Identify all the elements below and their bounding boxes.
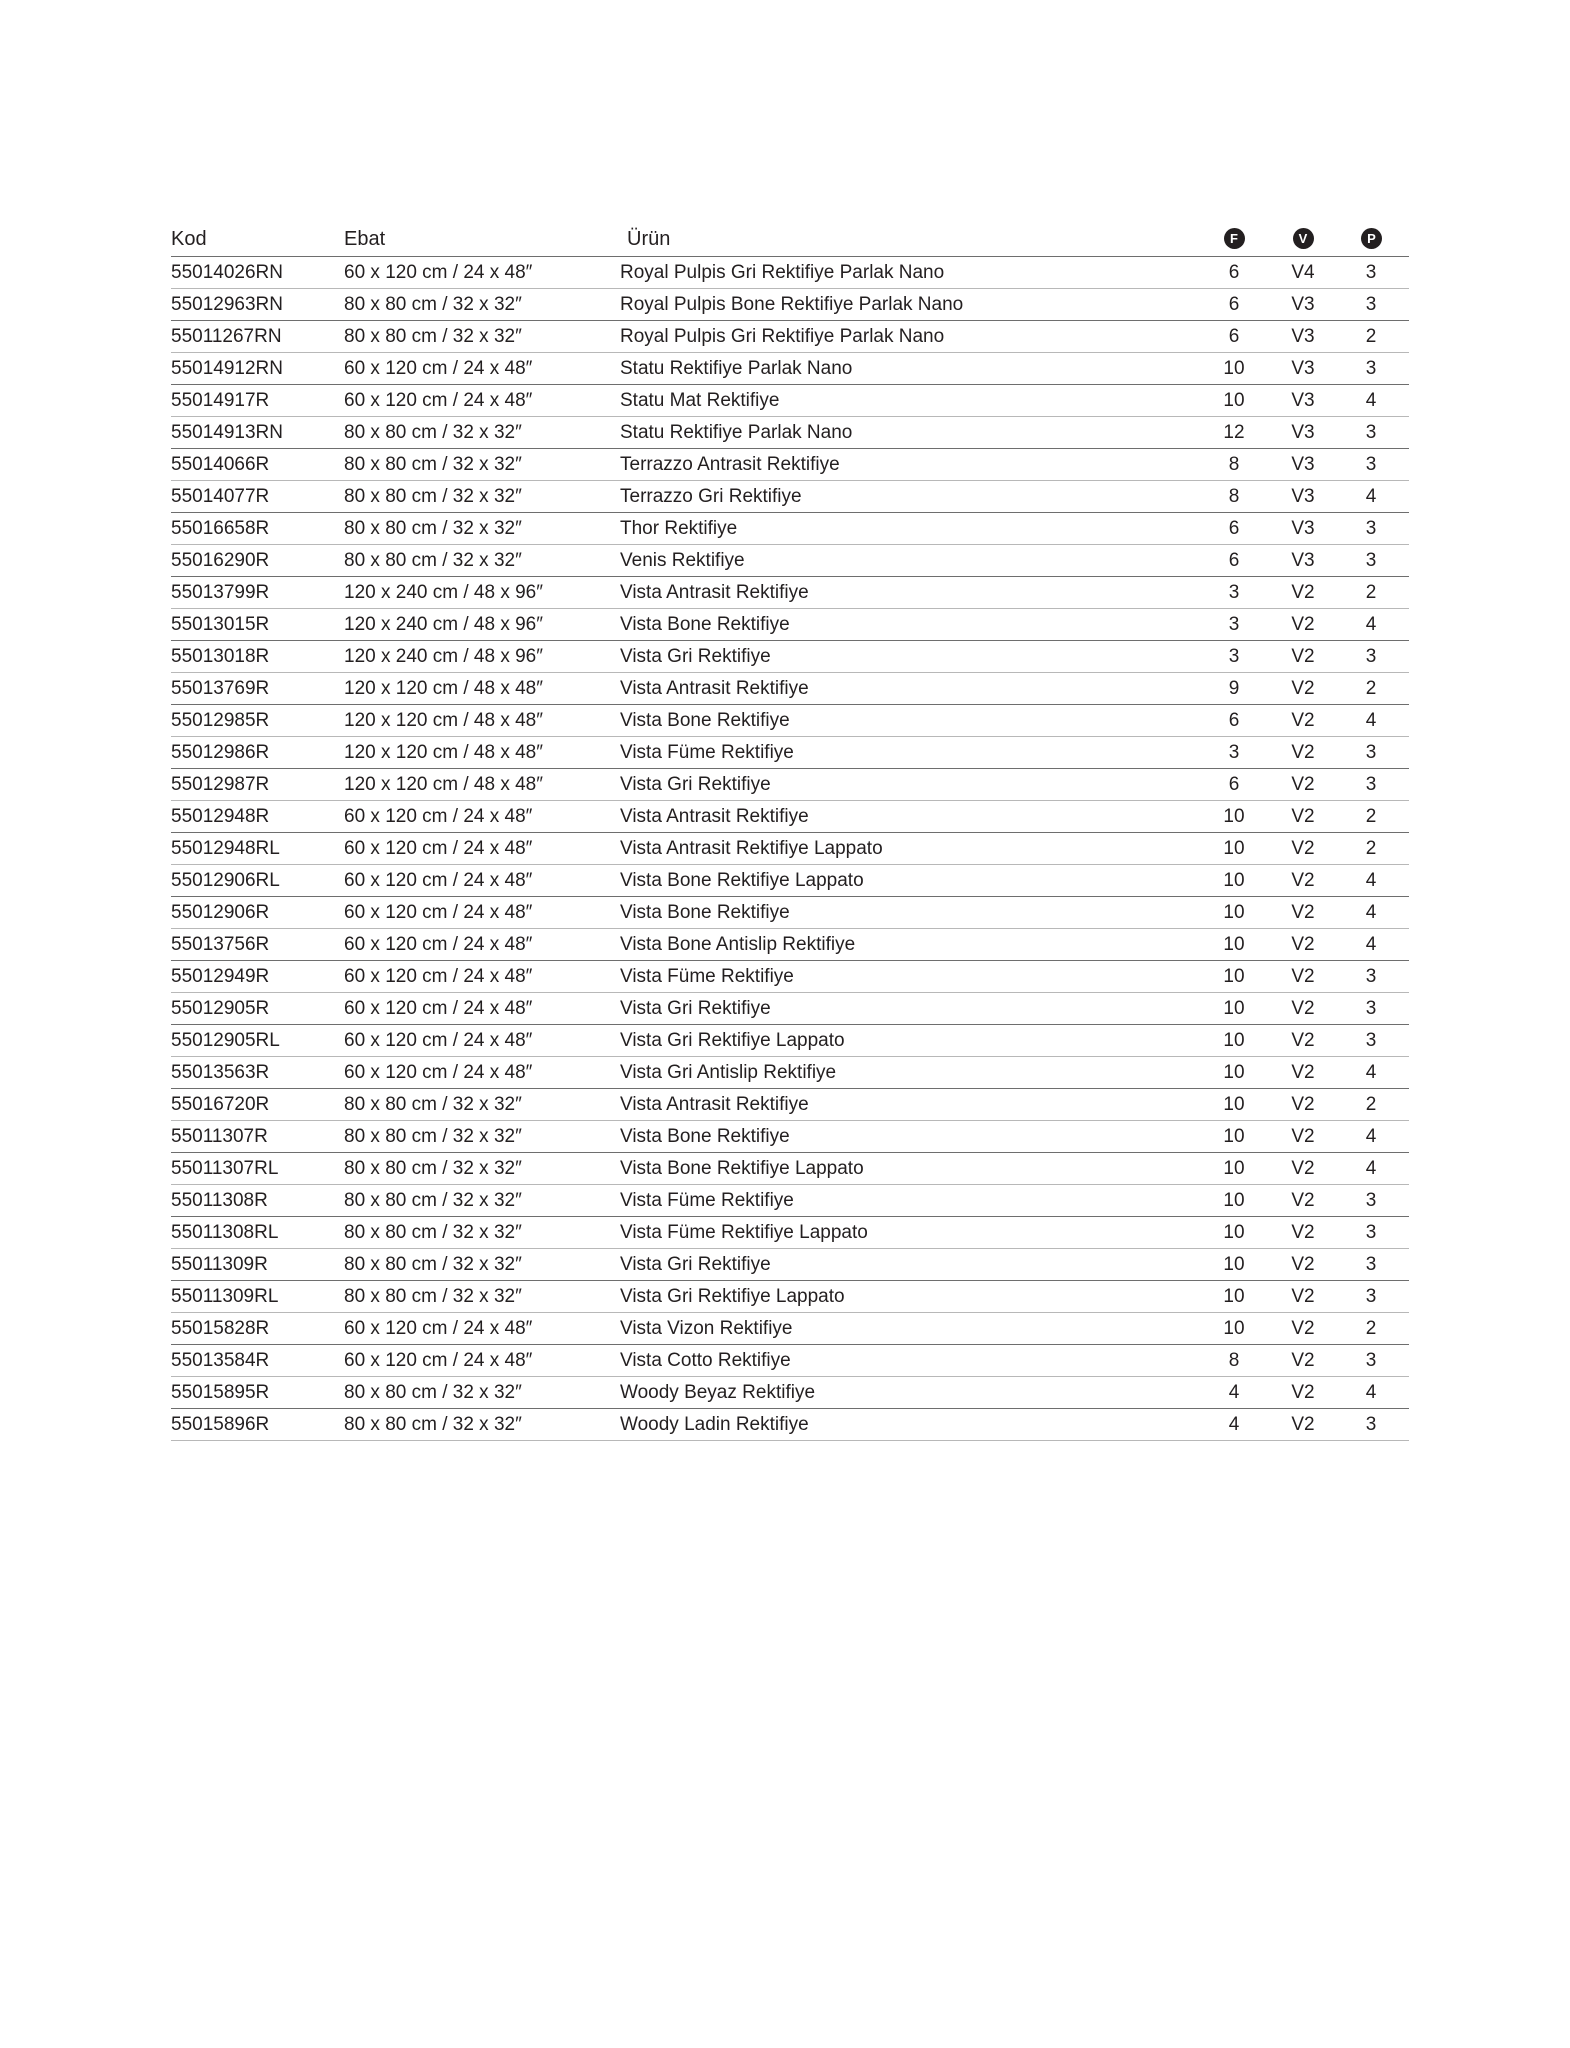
- table-row: [171, 1409, 1409, 1441]
- p-cell: 2: [1365, 838, 1377, 859]
- kod-cell: 55015828R: [171, 1318, 270, 1339]
- f-cell: 10: [1223, 358, 1245, 379]
- kod-cell: 55013756R: [171, 934, 270, 955]
- urun-cell: Statu Rektifiye Parlak Nano: [620, 358, 853, 379]
- v-cell: V2: [1291, 1414, 1315, 1435]
- urun-cell: Vista Füme Rektifiye Lappato: [620, 1222, 868, 1243]
- v-cell: V2: [1291, 1094, 1315, 1115]
- v-cell: V2: [1291, 1254, 1315, 1275]
- table-row: [171, 1345, 1409, 1377]
- f-cell: 3: [1228, 614, 1240, 635]
- kod-cell: 55011309RL: [171, 1286, 279, 1307]
- table-row: [171, 449, 1409, 481]
- f-cell: 10: [1223, 870, 1245, 891]
- table-row: [171, 545, 1409, 577]
- ebat-cell: 120 x 120 cm / 48 x 48″: [344, 774, 543, 795]
- ebat-cell: 80 x 80 cm / 32 x 32″: [344, 1190, 522, 1211]
- v-cell: V2: [1291, 1318, 1315, 1339]
- f-cell: 10: [1223, 1286, 1245, 1307]
- ebat-cell: 120 x 120 cm / 48 x 48″: [344, 710, 543, 731]
- table-row: [171, 1313, 1409, 1345]
- urun-cell: Royal Pulpis Gri Rektifiye Parlak Nano: [620, 262, 945, 283]
- ebat-cell: 80 x 80 cm / 32 x 32″: [344, 518, 522, 539]
- v-cell: V3: [1291, 326, 1315, 347]
- p-cell: 4: [1365, 1158, 1377, 1179]
- f-cell: 10: [1223, 934, 1245, 955]
- table-row: [171, 705, 1409, 737]
- header-ebat: Ebat: [344, 228, 386, 250]
- table-row: [171, 513, 1409, 545]
- kod-cell: 55013015R: [171, 614, 270, 635]
- kod-cell: 55011307R: [171, 1126, 268, 1147]
- f-cell: 10: [1223, 966, 1245, 987]
- urun-cell: Terrazzo Antrasit Rektifiye: [620, 454, 840, 475]
- ebat-cell: 120 x 240 cm / 48 x 96″: [344, 582, 543, 603]
- f-cell: 4: [1228, 1382, 1240, 1403]
- urun-cell: Woody Beyaz Rektifiye: [620, 1382, 816, 1403]
- ebat-cell: 60 x 120 cm / 24 x 48″: [344, 1062, 533, 1083]
- v-cell: V3: [1291, 550, 1315, 571]
- p-cell: 3: [1365, 294, 1377, 315]
- f-cell: 10: [1223, 390, 1245, 411]
- p-cell: 2: [1365, 582, 1377, 603]
- kod-cell: 55014026RN: [171, 262, 283, 283]
- ebat-cell: 60 x 120 cm / 24 x 48″: [344, 934, 533, 955]
- urun-cell: Vista Gri Rektifiye Lappato: [620, 1286, 845, 1307]
- ebat-cell: 60 x 120 cm / 24 x 48″: [344, 262, 533, 283]
- table-row: [171, 321, 1409, 353]
- p-cell: 3: [1365, 742, 1377, 763]
- urun-cell: Vista Gri Antislip Rektifiye: [620, 1062, 837, 1083]
- urun-cell: Vista Bone Rektifiye: [620, 902, 790, 923]
- v-cell: V2: [1291, 1286, 1315, 1307]
- table-row: [171, 417, 1409, 449]
- ebat-cell: 80 x 80 cm / 32 x 32″: [344, 1254, 522, 1275]
- f-cell: 10: [1223, 902, 1245, 923]
- urun-cell: Vista Bone Rektifiye: [620, 710, 790, 731]
- f-cell: 8: [1228, 486, 1240, 507]
- p-cell: 4: [1365, 934, 1377, 955]
- kod-cell: 55012905R: [171, 998, 270, 1019]
- f-cell: 10: [1223, 1030, 1245, 1051]
- kod-cell: 55015896R: [171, 1414, 270, 1435]
- kod-cell: 55015895R: [171, 1382, 270, 1403]
- ebat-cell: 80 x 80 cm / 32 x 32″: [344, 326, 522, 347]
- table-row: [171, 641, 1409, 673]
- v-cell: V2: [1291, 966, 1315, 987]
- p-cell: 3: [1365, 774, 1377, 795]
- p-cell: 4: [1365, 390, 1377, 411]
- urun-cell: Vista Füme Rektifiye: [620, 966, 794, 987]
- kod-cell: 55013563R: [171, 1062, 270, 1083]
- urun-cell: Vista Gri Rektifiye: [620, 998, 771, 1019]
- ebat-cell: 80 x 80 cm / 32 x 32″: [344, 1126, 522, 1147]
- kod-cell: 55012948R: [171, 806, 270, 827]
- table-row: [171, 1057, 1409, 1089]
- f-cell: 10: [1223, 806, 1245, 827]
- p-cell: 3: [1365, 1254, 1377, 1275]
- p-cell: 4: [1365, 486, 1377, 507]
- table-row: [171, 993, 1409, 1025]
- f-cell: 6: [1228, 710, 1240, 731]
- kod-cell: 55012948RL: [171, 838, 280, 859]
- urun-cell: Royal Pulpis Gri Rektifiye Parlak Nano: [620, 326, 945, 347]
- ebat-cell: 120 x 120 cm / 48 x 48″: [344, 678, 543, 699]
- p-cell: 3: [1365, 966, 1377, 987]
- p-cell: 2: [1365, 1318, 1377, 1339]
- urun-cell: Vista Antrasit Rektifiye: [620, 678, 809, 699]
- p-cell: 3: [1365, 550, 1377, 571]
- f-cell: 12: [1223, 422, 1245, 443]
- table-header: [171, 224, 1409, 257]
- kod-cell: 55016658R: [171, 518, 270, 539]
- p-cell: 3: [1365, 1190, 1377, 1211]
- table-body: [171, 257, 1409, 1441]
- table-row: [171, 833, 1409, 865]
- f-cell: 10: [1223, 1190, 1245, 1211]
- f-circle-icon: F: [1224, 228, 1245, 249]
- f-cell: 10: [1223, 1254, 1245, 1275]
- v-cell: V2: [1291, 678, 1315, 699]
- f-cell: 10: [1223, 838, 1245, 859]
- kod-cell: 55013584R: [171, 1350, 270, 1371]
- kod-cell: 55012963RN: [171, 294, 283, 315]
- v-cell: V3: [1291, 518, 1315, 539]
- p-cell: 3: [1365, 358, 1377, 379]
- v-cell: V2: [1291, 1030, 1315, 1051]
- p-cell: 3: [1365, 518, 1377, 539]
- v-cell: V2: [1291, 742, 1315, 763]
- kod-cell: 55012906RL: [171, 870, 280, 891]
- urun-cell: Royal Pulpis Bone Rektifiye Parlak Nano: [620, 294, 964, 315]
- v-cell: V2: [1291, 934, 1315, 955]
- v-cell: V2: [1291, 870, 1315, 891]
- f-cell: 10: [1223, 1158, 1245, 1179]
- p-cell: 4: [1365, 710, 1377, 731]
- kod-cell: 55014917R: [171, 390, 270, 411]
- table-row: [171, 1025, 1409, 1057]
- p-cell: 4: [1365, 1382, 1377, 1403]
- urun-cell: Venis Rektifiye: [620, 550, 745, 571]
- p-cell: 3: [1365, 998, 1377, 1019]
- v-cell: V2: [1291, 1222, 1315, 1243]
- kod-cell: 55011307RL: [171, 1158, 279, 1179]
- ebat-cell: 80 x 80 cm / 32 x 32″: [344, 1286, 522, 1307]
- ebat-cell: 80 x 80 cm / 32 x 32″: [344, 486, 522, 507]
- table-row: [171, 1377, 1409, 1409]
- urun-cell: Vista Antrasit Rektifiye: [620, 582, 809, 603]
- table-row: [171, 737, 1409, 769]
- kod-cell: 55011309R: [171, 1254, 268, 1275]
- table-row: [171, 1185, 1409, 1217]
- v-cell: V2: [1291, 902, 1315, 923]
- table-row: [171, 257, 1409, 289]
- kod-cell: 55012905RL: [171, 1030, 280, 1051]
- ebat-cell: 60 x 120 cm / 24 x 48″: [344, 870, 533, 891]
- v-cell: V2: [1291, 838, 1315, 859]
- ebat-cell: 60 x 120 cm / 24 x 48″: [344, 806, 533, 827]
- kod-cell: 55013769R: [171, 678, 270, 699]
- v-cell: V3: [1291, 390, 1315, 411]
- v-cell: V3: [1291, 486, 1315, 507]
- table-row: [171, 1217, 1409, 1249]
- f-cell: 10: [1223, 1222, 1245, 1243]
- v-cell: V2: [1291, 1350, 1315, 1371]
- ebat-cell: 60 x 120 cm / 24 x 48″: [344, 1030, 533, 1051]
- ebat-cell: 80 x 80 cm / 32 x 32″: [344, 1382, 522, 1403]
- table-row: [171, 1089, 1409, 1121]
- p-cell: 3: [1365, 422, 1377, 443]
- v-cell: V2: [1291, 710, 1315, 731]
- urun-cell: Vista Gri Rektifiye: [620, 774, 771, 795]
- p-cell: 3: [1365, 1414, 1377, 1435]
- ebat-cell: 60 x 120 cm / 24 x 48″: [344, 1350, 533, 1371]
- urun-cell: Vista Bone Rektifiye Lappato: [620, 1158, 864, 1179]
- p-cell: 2: [1365, 678, 1377, 699]
- ebat-cell: 120 x 240 cm / 48 x 96″: [344, 614, 543, 635]
- v-cell: V2: [1291, 614, 1315, 635]
- table-row: [171, 769, 1409, 801]
- kod-cell: 55012985R: [171, 710, 270, 731]
- table-row: [171, 481, 1409, 513]
- kod-cell: 55012987R: [171, 774, 270, 795]
- v-cell: V2: [1291, 1190, 1315, 1211]
- kod-cell: 55012949R: [171, 966, 270, 987]
- p-cell: 3: [1365, 262, 1377, 283]
- ebat-cell: 80 x 80 cm / 32 x 32″: [344, 1094, 522, 1115]
- urun-cell: Vista Gri Rektifiye: [620, 1254, 771, 1275]
- kod-cell: 55011308R: [171, 1190, 268, 1211]
- table-row: [171, 897, 1409, 929]
- kod-cell: 55013799R: [171, 582, 270, 603]
- p-cell: 4: [1365, 1062, 1377, 1083]
- table-row: [171, 1121, 1409, 1153]
- table-row: [171, 1281, 1409, 1313]
- f-cell: 6: [1228, 518, 1240, 539]
- ebat-cell: 80 x 80 cm / 32 x 32″: [344, 1414, 522, 1435]
- v-cell: V2: [1291, 1382, 1315, 1403]
- ebat-cell: 60 x 120 cm / 24 x 48″: [344, 966, 533, 987]
- f-cell: 10: [1223, 1062, 1245, 1083]
- table-row: [171, 609, 1409, 641]
- kod-cell: 55011308RL: [171, 1222, 279, 1243]
- p-cell: 4: [1365, 1126, 1377, 1147]
- f-cell: 6: [1228, 326, 1240, 347]
- table-row: [171, 1249, 1409, 1281]
- table-row: [171, 961, 1409, 993]
- kod-cell: 55012906R: [171, 902, 270, 923]
- kod-cell: 55014077R: [171, 486, 270, 507]
- kod-cell: 55013018R: [171, 646, 270, 667]
- f-cell: 3: [1228, 646, 1240, 667]
- p-cell: 2: [1365, 326, 1377, 347]
- urun-cell: Vista Gri Rektifiye Lappato: [620, 1030, 845, 1051]
- v-cell: V2: [1291, 646, 1315, 667]
- urun-cell: Statu Rektifiye Parlak Nano: [620, 422, 853, 443]
- table-row: [171, 353, 1409, 385]
- table-row: [171, 801, 1409, 833]
- kod-cell: 55014913RN: [171, 422, 283, 443]
- urun-cell: Statu Mat Rektifiye: [620, 390, 780, 411]
- f-cell: 9: [1228, 678, 1240, 699]
- v-cell: V2: [1291, 774, 1315, 795]
- ebat-cell: 80 x 80 cm / 32 x 32″: [344, 1158, 522, 1179]
- ebat-cell: 120 x 120 cm / 48 x 48″: [344, 742, 543, 763]
- ebat-cell: 80 x 80 cm / 32 x 32″: [344, 422, 522, 443]
- urun-cell: Thor Rektifiye: [620, 518, 738, 539]
- kod-cell: 55016720R: [171, 1094, 270, 1115]
- v-cell: V4: [1291, 262, 1315, 283]
- f-cell: 4: [1228, 1414, 1240, 1435]
- p-circle-icon: P: [1361, 228, 1382, 249]
- urun-cell: Terrazzo Gri Rektifiye: [620, 486, 802, 507]
- ebat-cell: 60 x 120 cm / 24 x 48″: [344, 998, 533, 1019]
- f-cell: 10: [1223, 1318, 1245, 1339]
- table-row: [171, 929, 1409, 961]
- urun-cell: Vista Bone Rektifiye: [620, 614, 790, 635]
- p-cell: 4: [1365, 870, 1377, 891]
- table-row: [171, 673, 1409, 705]
- p-cell: 2: [1365, 1094, 1377, 1115]
- v-cell: V2: [1291, 1158, 1315, 1179]
- f-cell: 10: [1223, 1126, 1245, 1147]
- urun-cell: Vista Antrasit Rektifiye Lappato: [620, 838, 883, 859]
- v-cell: V3: [1291, 454, 1315, 475]
- urun-cell: Woody Ladin Rektifiye: [620, 1414, 809, 1435]
- p-cell: 3: [1365, 1350, 1377, 1371]
- urun-cell: Vista Füme Rektifiye: [620, 742, 794, 763]
- ebat-cell: 60 x 120 cm / 24 x 48″: [344, 838, 533, 859]
- ebat-cell: 120 x 240 cm / 48 x 96″: [344, 646, 543, 667]
- v-cell: V2: [1291, 998, 1315, 1019]
- p-cell: 2: [1365, 806, 1377, 827]
- f-cell: 6: [1228, 262, 1240, 283]
- urun-cell: Vista Bone Rektifiye Lappato: [620, 870, 864, 891]
- table-row: [171, 289, 1409, 321]
- ebat-cell: 60 x 120 cm / 24 x 48″: [344, 902, 533, 923]
- urun-cell: Vista Antrasit Rektifiye: [620, 806, 809, 827]
- v-cell: V2: [1291, 582, 1315, 603]
- v-cell: V2: [1291, 806, 1315, 827]
- p-cell: 4: [1365, 902, 1377, 923]
- product-table: [171, 224, 1409, 1441]
- table-row: [171, 385, 1409, 417]
- p-cell: 3: [1365, 1286, 1377, 1307]
- f-cell: 8: [1228, 1350, 1240, 1371]
- f-cell: 3: [1228, 582, 1240, 603]
- p-cell: 3: [1365, 646, 1377, 667]
- table-row: [171, 577, 1409, 609]
- header-kod: Kod: [171, 228, 207, 250]
- ebat-cell: 80 x 80 cm / 32 x 32″: [344, 454, 522, 475]
- v-cell: V3: [1291, 358, 1315, 379]
- f-cell: 8: [1228, 454, 1240, 475]
- table-row: [171, 865, 1409, 897]
- f-cell: 6: [1228, 294, 1240, 315]
- ebat-cell: 60 x 120 cm / 24 x 48″: [344, 358, 533, 379]
- v-circle-icon: V: [1293, 228, 1314, 249]
- v-cell: V2: [1291, 1062, 1315, 1083]
- urun-cell: Vista Vizon Rektifiye: [620, 1318, 793, 1339]
- f-cell: 3: [1228, 742, 1240, 763]
- ebat-cell: 60 x 120 cm / 24 x 48″: [344, 1318, 533, 1339]
- urun-cell: Vista Antrasit Rektifiye: [620, 1094, 809, 1115]
- p-cell: 3: [1365, 1222, 1377, 1243]
- table-row: [171, 1153, 1409, 1185]
- ebat-cell: 60 x 120 cm / 24 x 48″: [344, 390, 533, 411]
- kod-cell: 55011267RN: [171, 326, 282, 347]
- f-cell: 10: [1223, 998, 1245, 1019]
- p-cell: 3: [1365, 454, 1377, 475]
- f-cell: 10: [1223, 1094, 1245, 1115]
- v-cell: V3: [1291, 422, 1315, 443]
- ebat-cell: 80 x 80 cm / 32 x 32″: [344, 1222, 522, 1243]
- urun-cell: Vista Bone Rektifiye: [620, 1126, 790, 1147]
- urun-cell: Vista Cotto Rektifiye: [620, 1350, 791, 1371]
- f-cell: 6: [1228, 774, 1240, 795]
- kod-cell: 55012986R: [171, 742, 270, 763]
- urun-cell: Vista Bone Antislip Rektifiye: [620, 934, 856, 955]
- urun-cell: Vista Füme Rektifiye: [620, 1190, 794, 1211]
- p-cell: 4: [1365, 614, 1377, 635]
- v-cell: V3: [1291, 294, 1315, 315]
- p-cell: 3: [1365, 1030, 1377, 1051]
- ebat-cell: 80 x 80 cm / 32 x 32″: [344, 294, 522, 315]
- f-cell: 6: [1228, 550, 1240, 571]
- kod-cell: 55016290R: [171, 550, 270, 571]
- ebat-cell: 80 x 80 cm / 32 x 32″: [344, 550, 522, 571]
- urun-cell: Vista Gri Rektifiye: [620, 646, 771, 667]
- header-urun: Ürün: [627, 228, 671, 250]
- v-cell: V2: [1291, 1126, 1315, 1147]
- kod-cell: 55014912RN: [171, 358, 283, 379]
- kod-cell: 55014066R: [171, 454, 270, 475]
